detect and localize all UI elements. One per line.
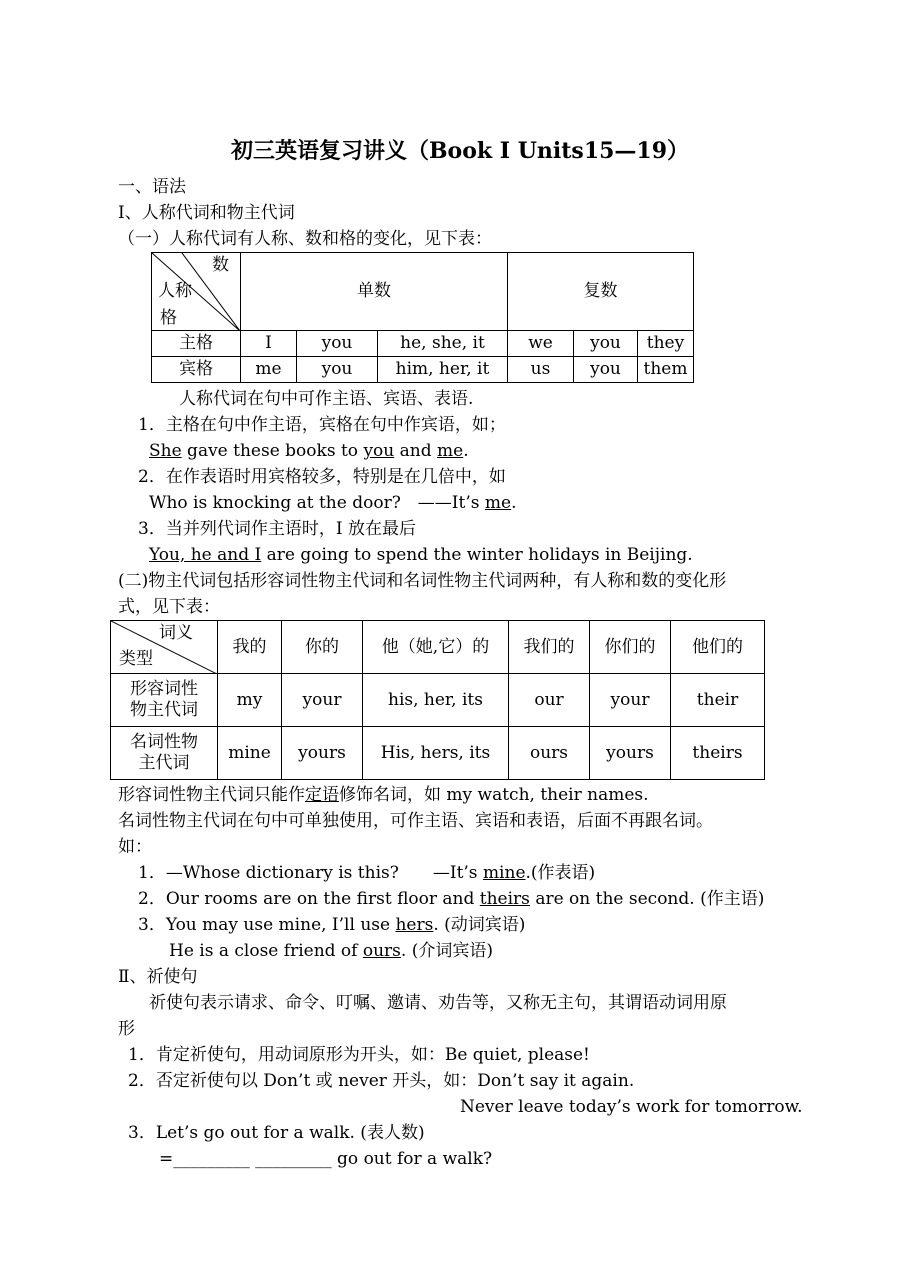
column-header: 你们的	[590, 621, 671, 674]
list-number: 2．	[138, 467, 166, 487]
table-cell: his, her, its	[363, 674, 509, 727]
fill-in-blank-exercise: =_________ _________ go out for a walk?	[159, 1149, 493, 1169]
example-text: and	[394, 441, 438, 461]
header-number: 数	[212, 255, 229, 275]
underlined-word: hers	[395, 915, 434, 935]
example-item	[138, 914, 525, 936]
rule-3	[138, 518, 416, 540]
list-number: 2．	[138, 889, 166, 909]
example-2	[149, 492, 517, 514]
example-text: Who is knocking at the door? ——It’s	[149, 493, 485, 513]
table-cell: yours	[282, 727, 363, 780]
table-cell: our	[509, 674, 590, 727]
imperative-rule-3	[128, 1122, 425, 1144]
example-text: Our rooms are on the first floor and	[165, 889, 480, 909]
underlined-word: me	[484, 493, 512, 513]
imperative-intro-cont: 形	[118, 1019, 135, 1039]
table-cell: they	[638, 331, 694, 357]
header-plural: 复数	[508, 253, 694, 331]
section-heading-imperative: Ⅱ、祈使句	[118, 967, 198, 987]
table-row	[111, 674, 765, 727]
list-number: 3．	[138, 915, 166, 935]
table-cell: he, she, it	[378, 331, 508, 357]
paragraph-possessive-intro-cont: 式，见下表：	[118, 597, 220, 617]
example-item	[169, 940, 493, 962]
table-cell: us	[508, 357, 574, 383]
table-diagonal-header	[152, 253, 241, 331]
imperative-rule-1	[128, 1044, 590, 1066]
example-item	[138, 862, 595, 884]
table-cell: ours	[509, 727, 590, 780]
example-1	[149, 440, 469, 462]
row-label-line: 物主代词	[130, 700, 198, 720]
row-label	[111, 727, 218, 780]
column-header: 他（她,它）的	[363, 621, 509, 674]
example-item	[138, 888, 764, 910]
section-heading-grammar: 一、语法	[118, 177, 186, 197]
row-label-line: 形容词性	[130, 679, 198, 699]
underlined-word: You, he and I	[149, 545, 262, 565]
rule-text: 主格在句中作主语，宾格在句中作宾语，如；	[165, 415, 506, 435]
paragraph-possessive-intro: (二)物主代词包括形容词性物主代词和名词性物主代词两种，有人称和数的变化形	[118, 571, 727, 591]
rule-text: 否定祈使句以 Don’t 或 never 开头，如：Don’t say it again.	[155, 1071, 635, 1091]
paragraph-pronoun-note: 人称代词在句中可作主语、宾语、表语.	[179, 389, 474, 409]
rule-text: 在作表语时用宾格较多，特别是在几倍中，如	[165, 467, 506, 487]
table-cell: mine	[218, 727, 282, 780]
example-text: You may use mine, I’ll use	[165, 915, 396, 935]
list-number: 2．	[128, 1071, 156, 1091]
header-meaning: 词义	[159, 623, 193, 643]
table-row	[111, 727, 765, 780]
table-row	[152, 357, 694, 383]
table-cell: your	[590, 674, 671, 727]
header-case: 格	[160, 308, 177, 328]
table-cell: their	[671, 674, 765, 727]
underlined-word: ours	[362, 941, 401, 961]
underlined-word: theirs	[479, 889, 530, 909]
column-header: 我们的	[509, 621, 590, 674]
row-label-line: 主代词	[138, 753, 190, 773]
noun-possessive-note: 名词性物主代词在句中可单独使用，可作主语、宾语和表语，后面不再跟名词。	[118, 811, 713, 831]
table-cell: you	[574, 357, 638, 383]
personal-pronoun-table	[151, 252, 694, 383]
table-cell: yours	[590, 727, 671, 780]
table-row	[152, 331, 694, 357]
underlined-word: me	[437, 441, 464, 461]
rule-1	[138, 414, 506, 436]
underlined-word: 定语	[305, 785, 339, 805]
subsection-heading-pronouns: Ⅰ、人称代词和物主代词	[118, 203, 295, 223]
column-header: 我的	[218, 621, 282, 674]
column-header: 他们的	[671, 621, 765, 674]
list-number: 1．	[138, 863, 166, 883]
table-diagonal-header	[111, 621, 218, 674]
table-cell: your	[282, 674, 363, 727]
imperative-rule-2	[128, 1070, 634, 1092]
table-cell: my	[218, 674, 282, 727]
page-title: 初三英语复习讲义（Book I Units15—19）	[230, 138, 690, 164]
table-cell: we	[508, 331, 574, 357]
column-header: 你的	[282, 621, 363, 674]
rule-2	[138, 466, 506, 488]
list-number: 1．	[138, 415, 166, 435]
table-cell: theirs	[671, 727, 765, 780]
example-text: —Whose dictionary is this? —It’s	[165, 863, 483, 883]
noun-possessive-note-cont: 如：	[118, 837, 152, 857]
row-label-line: 名词性物	[130, 732, 198, 752]
table-cell: you	[297, 331, 378, 357]
adjective-possessive-note	[118, 784, 649, 806]
note-text: 形容词性物主代词只能作	[118, 785, 305, 805]
list-number: 1．	[128, 1045, 156, 1065]
example-text: are going to spend the winter holidays in Beijing.	[261, 545, 693, 565]
example-text: are on the second. (作主语)	[529, 889, 765, 909]
paragraph-personal-pronouns-intro: （一）人称代词有人称、数和格的变化，见下表：	[118, 229, 492, 249]
header-type: 类型	[119, 649, 153, 669]
underlined-word: mine	[482, 863, 526, 883]
table-cell: you	[574, 331, 638, 357]
example-3	[149, 544, 693, 566]
header-person: 人称	[158, 281, 192, 301]
table-cell: him, her, it	[378, 357, 508, 383]
row-label: 宾格	[152, 357, 241, 383]
underlined-word: you	[363, 441, 395, 461]
row-label	[111, 674, 218, 727]
table-cell: you	[297, 357, 378, 383]
example-text: .	[511, 493, 517, 513]
imperative-intro: 祈使句表示请求、命令、叮嘱、邀请、劝告等，又称无主句，其谓语动词用原	[149, 993, 727, 1013]
rule-text: 当并列代词作主语时，I 放在最后	[165, 519, 416, 539]
rule-text: Let’s go out for a walk. (表人数)	[155, 1123, 425, 1143]
table-cell: them	[638, 357, 694, 383]
rule-text: 肯定祈使句，用动词原形为开头，如：Be quiet, please!	[155, 1045, 590, 1065]
header-singular: 单数	[241, 253, 508, 331]
note-text: 修饰名词，如 my watch, their names.	[339, 785, 649, 805]
list-number: 3．	[128, 1123, 156, 1143]
list-number: 3．	[138, 519, 166, 539]
table-cell: me	[241, 357, 297, 383]
row-label: 主格	[152, 331, 241, 357]
example-text: gave these books to	[181, 441, 364, 461]
imperative-example: Never leave today’s work for tomorrow.	[460, 1097, 803, 1117]
table-cell: I	[241, 331, 297, 357]
example-text: .(作表语)	[525, 863, 596, 883]
possessive-pronoun-table	[110, 620, 765, 780]
example-text: . (介词宾语)	[400, 941, 493, 961]
table-cell: His, hers, its	[363, 727, 509, 780]
example-text: . (动词宾语)	[433, 915, 526, 935]
example-text: He is a close friend of	[169, 941, 363, 961]
underlined-word: She	[149, 441, 182, 461]
example-text: .	[463, 441, 469, 461]
